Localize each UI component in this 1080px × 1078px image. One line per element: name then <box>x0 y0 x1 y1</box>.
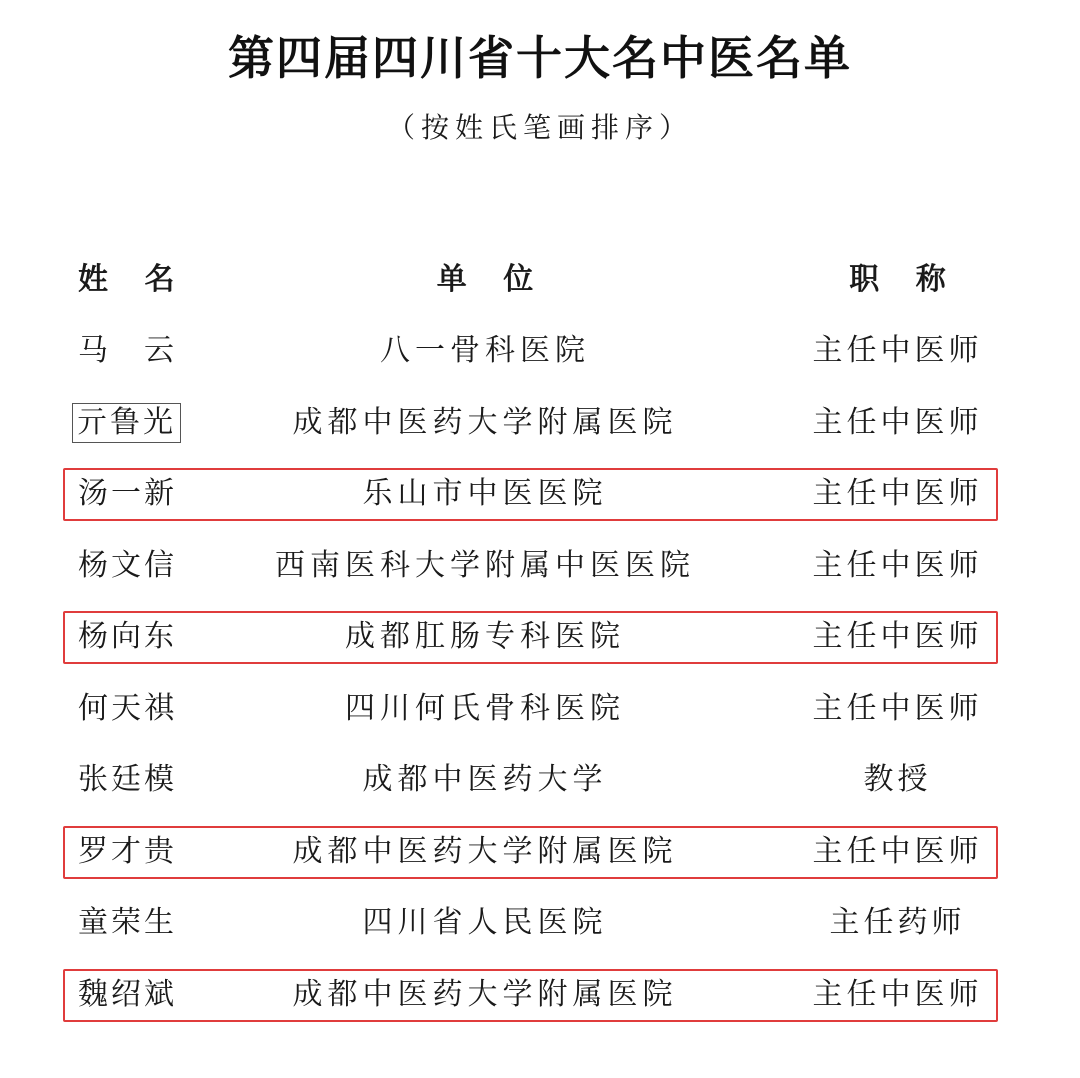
row-name <box>78 321 238 381</box>
header-name: 姓 名 <box>78 262 175 297</box>
header-unit: 单 位 <box>436 262 534 297</box>
table-row <box>0 464 1080 524</box>
row-name <box>78 965 238 1025</box>
table-row <box>0 965 1080 1025</box>
row-unit: 成都中医药大学附属医院 <box>292 977 678 1012</box>
row-name <box>78 393 238 453</box>
person-name: 童荣生 <box>78 905 177 940</box>
header-title: 职 称 <box>849 262 946 297</box>
person-name: 张廷模 <box>78 762 177 797</box>
row-title: 主任中医师 <box>812 548 983 583</box>
row-title: 主任中医师 <box>812 333 983 368</box>
row-name <box>78 536 238 596</box>
row-unit: 成都中医药大学附属医院 <box>292 405 678 440</box>
row-unit: 四川省人民医院 <box>362 905 608 940</box>
table-row <box>0 536 1080 596</box>
row-title: 主任中医师 <box>812 405 983 440</box>
row-title: 教授 <box>863 762 932 797</box>
person-name: 魏绍斌 <box>78 977 177 1012</box>
row-unit: 乐山市中医医院 <box>362 476 608 511</box>
row-name <box>78 464 238 524</box>
row-unit: 西南医科大学附属中医医院 <box>275 548 695 583</box>
row-title: 主任药师 <box>829 905 966 940</box>
row-unit: 成都中医药大学 <box>362 762 608 797</box>
person-name: 亓鲁光 <box>72 403 181 443</box>
table-row <box>0 750 1080 810</box>
table-row <box>0 393 1080 453</box>
row-title: 主任中医师 <box>812 691 983 726</box>
row-name <box>78 893 238 953</box>
table-row <box>0 893 1080 953</box>
table-row <box>0 679 1080 739</box>
row-unit: 成都中医药大学附属医院 <box>292 834 678 869</box>
row-name <box>78 750 238 810</box>
row-name <box>78 822 238 882</box>
person-name: 马 云 <box>78 333 177 368</box>
table-row <box>0 822 1080 882</box>
row-unit: 四川何氏骨科医院 <box>345 691 625 726</box>
table-row <box>0 607 1080 667</box>
row-title: 主任中医师 <box>812 977 983 1012</box>
row-unit: 八一骨科医院 <box>380 333 590 368</box>
person-name: 何天祺 <box>78 691 177 726</box>
row-title: 主任中医师 <box>812 619 983 654</box>
page-subtitle: （按姓氏笔画排序） <box>386 111 693 144</box>
row-title: 主任中医师 <box>812 834 983 869</box>
person-name: 罗才贵 <box>78 834 177 869</box>
row-title: 主任中医师 <box>812 476 983 511</box>
table-row <box>0 321 1080 381</box>
row-name <box>78 679 238 739</box>
person-name: 杨文信 <box>78 548 177 583</box>
person-name: 杨向东 <box>78 619 177 654</box>
table-header <box>0 250 1080 310</box>
row-unit: 成都肛肠专科医院 <box>345 619 625 654</box>
row-name <box>78 607 238 667</box>
person-name: 汤一新 <box>78 476 177 511</box>
page-title: 第四届四川省十大名中医名单 <box>228 31 852 85</box>
